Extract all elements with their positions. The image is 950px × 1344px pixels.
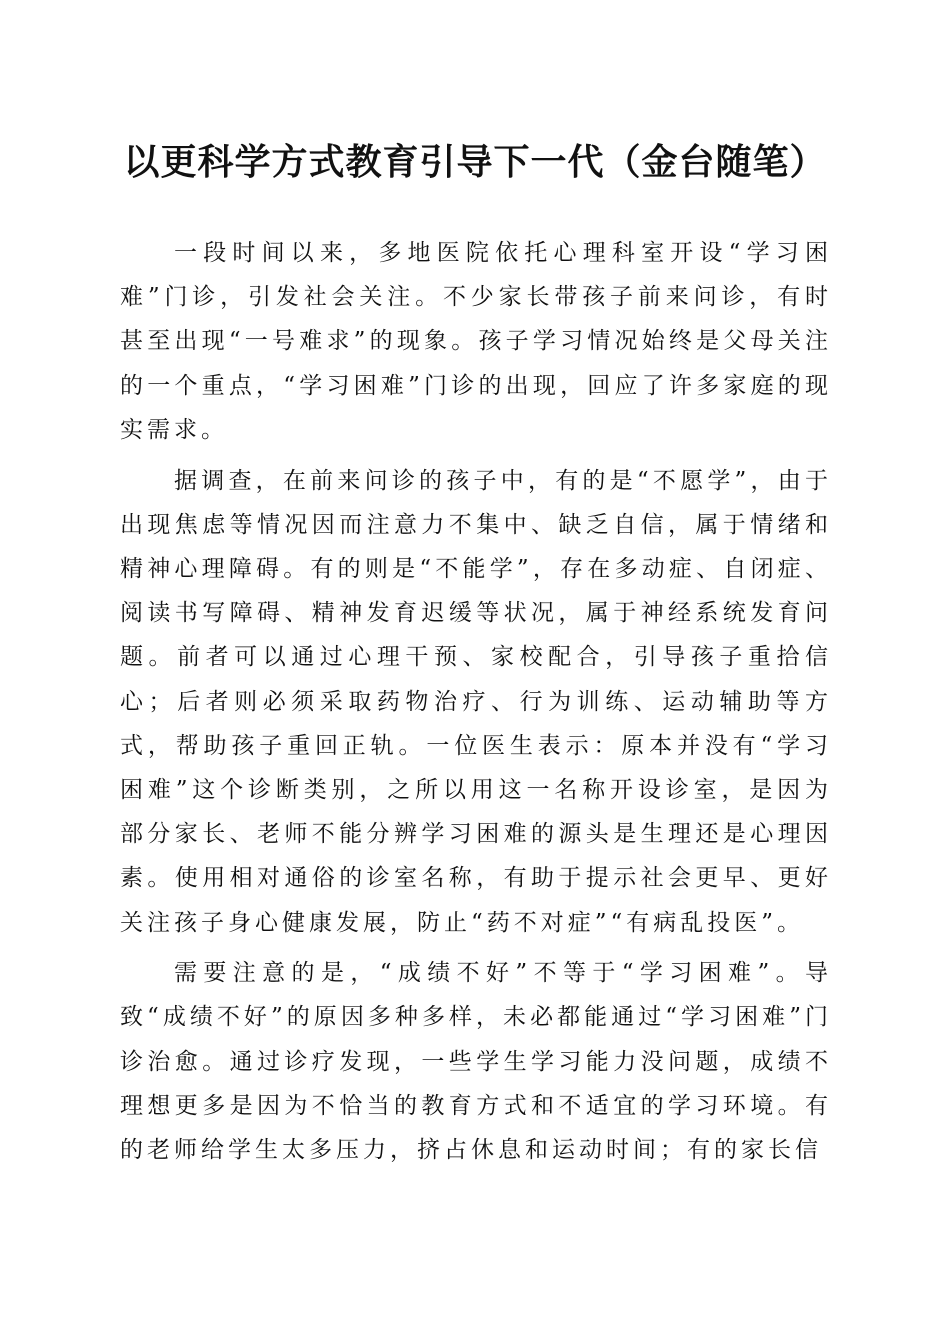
article-title: 以更科学方式教育引导下一代（金台随笔） xyxy=(123,141,827,183)
paragraph-3: 需要注意的是，“成绩不好”不等于“学习困难”。导致“成绩不好”的原因多种多样，未必都能通过“学习困难”门诊治愈。通过诊疗发现，一些学生学习能力没问题，成绩不理想更多是因为不恰当的教育方式和不适宜的学习环境。有的老师给学生太多压力，挤占休息和运动时间；有的家长信 xyxy=(120,960,832,1164)
paragraph-1: 一段时间以来，多地医院依托心理科室开设“学习困难”门诊，引发社会关注。不少家长带孩子前来问诊，有时甚至出现“一号难求”的现象。孩子学习情况始终是父母关注的一个重点，“学习困难”门诊的出现，回应了许多家庭的现实需求。 xyxy=(120,240,832,443)
article-body xyxy=(120,231,832,1179)
paragraph-2: 据调查，在前来问诊的孩子中，有的是“不愿学”，由于出现焦虑等情况因而注意力不集中、缺乏自信，属于情绪和精神心理障碍。有的则是“不能学”，存在多动症、自闭症、阅读书写障碍、精神发育迟缓等状况，属于神经系统发育问题。前者可以通过心理干预、家校配合，引导孩子重拾信心；后者则必须采取药物治疗、行为训练、运动辅助等方式，帮助孩子重回正轨。一位医生表示：原本并没有“学习困难”这个诊断类别，之所以用这一名称开设诊室，是因为部分家长、老师不能分辨学习困难的源头是生理还是心理因素。使用相对通俗的诊室名称，有助于提示社会更早、更好关注孩子身心健康发展，防止“药不对症”“有病乱投医”。 xyxy=(120,467,832,936)
